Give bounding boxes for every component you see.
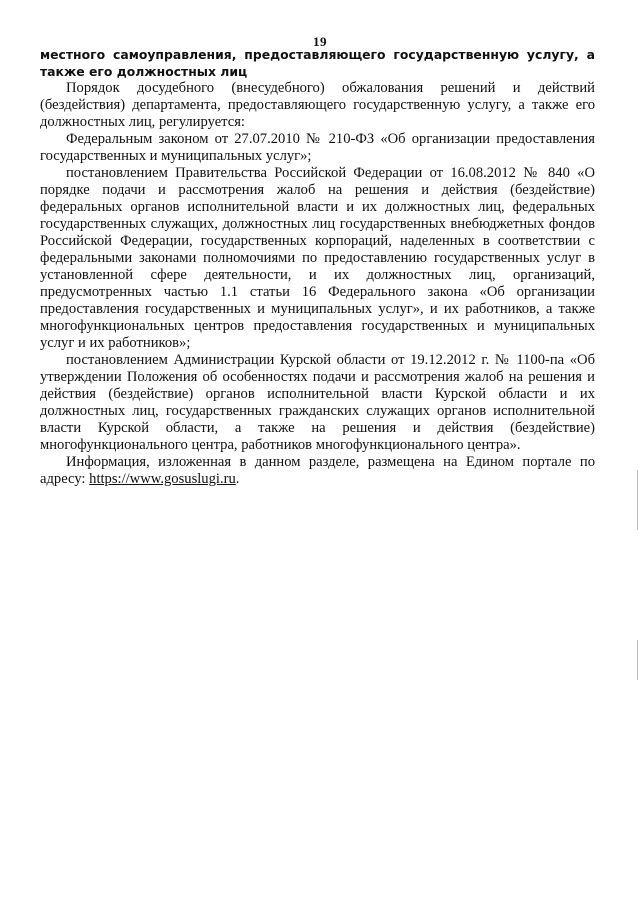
scan-edge-mark [637,470,638,530]
page-number: 19 [313,34,327,49]
paragraph-regional-decree: постановлением Администрации Курской области от 19.12.2012 г. № 1100-па «Об утверждении Положения об особенностях подачи и рассмотрения жалоб на решения и действия (бездействие) органов исполнительной власти Курской области и их должностных лиц, государственных гражданских служащих органов исполнительной власти Курской области, а также на решения и действия (бездействие) многофункционального центра, работников многофункционального центра». [40,352,595,453]
info-text: Информация, изложенная в данном разделе, размещена на Едином портале по адресу: [40,454,595,487]
portal-link[interactable]: https://www.gosuslugi.ru [89,471,236,487]
document-body [40,46,595,488]
paragraph-federal-law: Федеральным законом от 27.07.2010 № 210-ФЗ «Об организации предоставления государственных и муниципальных услуг»; [40,131,595,164]
scan-edge-mark [637,640,638,680]
paragraph-intro: Порядок досудебного (внесудебного) обжалования решений и действий (бездействия) департамента, предоставляющего государственную услугу, а также его должностных лиц, регулируется: [40,80,595,130]
paragraph-info [40,454,595,488]
section-heading: местного самоуправления, предоставляющего государственную услугу, а также его должностных лиц [40,47,595,79]
info-suffix: . [235,471,240,487]
paragraph-government-decree: постановлением Правительства Российской Федерации от 16.08.2012 № 840 «О порядке подачи и рассмотрения жалоб на решения и действия (бездействие) федеральных органов исполнительной власти и их должностных лиц, федеральных государственных служащих, должностных лиц государственных внебюджетных фондов Российской Федерации, государственных корпораций, наделенных в соответствии с федеральными законами полномочиями по предоставлению государственных услуг в установленной сфере деятельности, и их должностных лиц, организаций, предусмотренных частью 1.1 статьи 16 Федерального закона «Об организации предоставления государственных и муниципальных услуг», и их работников, а также многофункциональных центров предоставления государственных и муниципальных услуг и их работников»; [40,165,595,351]
